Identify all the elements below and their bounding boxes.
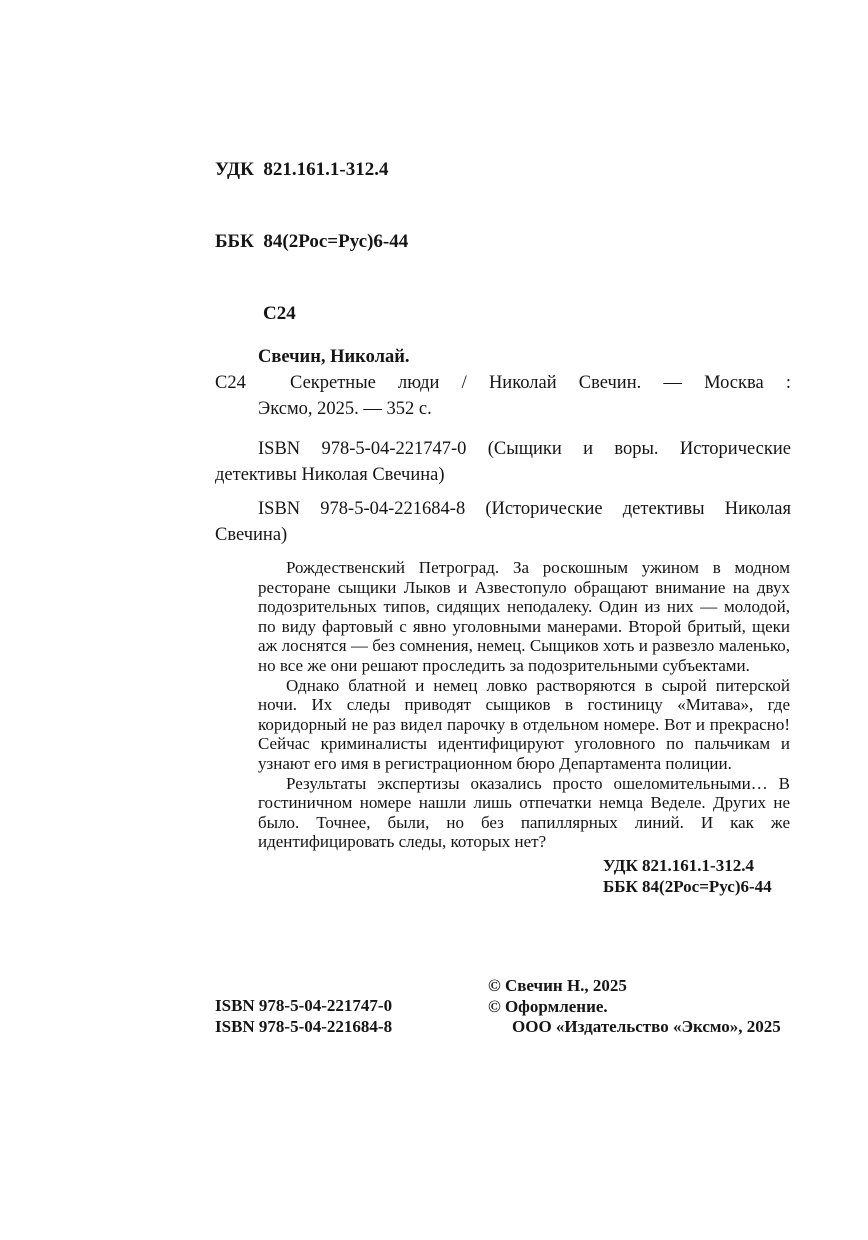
annotation-paragraph-3: Результаты экспертизы оказались просто ошеломительными… В гостиничном номере нашли лишь отпечатки немца Веделе. Других не было. Точнее, были, но без папиллярных линий. И как же идентифицировать следы, которых нет?: [258, 773, 790, 852]
annotation-paragraph-1: Рождественский Петроград. За роскошным ужином в модном ресторане сыщики Лыков и Азвестопуло обращают внимание на двух подозрительных типов, сидящих неподалеку. Один из них — молодой, по виду фартовый с явно уголовными манерами. Второй бритый, щеки аж лоснятся — без сомнения, немец. Сыщиков хоть и развезло маленько, но все же они решают проследить за подозрительными субъектами.: [258, 558, 790, 675]
annotation-paragraph-2: Однако блатной и немец ловко растворяются в сырой питерской ночи. Их следы приводят сыщиков в гостиницу «Митава», где коридорный не раз видел парочку в отдельном номере. Вот и прекрасно! Сейчас криминалисты идентифицируют уголовного по пальчикам и узнают его имя в регистрационном бюро Департамента полиции.: [258, 675, 790, 773]
isbn-footer-1: ISBN 978-5-04-221747-0: [215, 996, 393, 1015]
footer-isbn-block: [215, 996, 392, 1037]
title-line: [215, 370, 791, 396]
author-heading: Свечин, Николай.: [258, 347, 410, 367]
udk-code-top: УДК 821.161.1-312.4: [215, 159, 389, 180]
bibliographic-entry: [215, 344, 791, 548]
title-statement: Секретные люди / Николай Свечин. — Москва :: [290, 373, 791, 393]
top-codes-block: [215, 110, 408, 374]
footer-copyright-block: [488, 976, 781, 1038]
bbk-code-bottom: ББК 84(2Рос=Рус)6-44: [603, 876, 772, 896]
bbk-code-top: ББК 84(2Рос=Рус)6-44: [215, 231, 409, 252]
annotation-block: [258, 558, 790, 897]
isbn-series-2: ISBN 978-5-04-221684-8 (Исторические детективы Николая Свечина): [215, 499, 791, 545]
author-sign-entry: С24: [215, 373, 246, 393]
imprint-statement: Эксмо, 2025. — 352 с.: [258, 399, 432, 419]
udk-code-bottom: УДК 821.161.1-312.4: [603, 855, 754, 875]
copyright-author: © Свечин Н., 2025: [488, 976, 627, 995]
isbn-series-1: ISBN 978-5-04-221747-0 (Сыщики и воры. Исторические детективы Николая Свечина): [215, 439, 791, 485]
copyright-design: © Оформление.: [488, 996, 608, 1016]
bottom-codes-block: [603, 855, 790, 897]
copyright-publisher: ООО «Издательство «Эксмо», 2025: [512, 1017, 781, 1036]
author-sign-top: С24: [263, 303, 296, 324]
isbn-footer-2: ISBN 978-5-04-221684-8: [215, 1016, 393, 1036]
